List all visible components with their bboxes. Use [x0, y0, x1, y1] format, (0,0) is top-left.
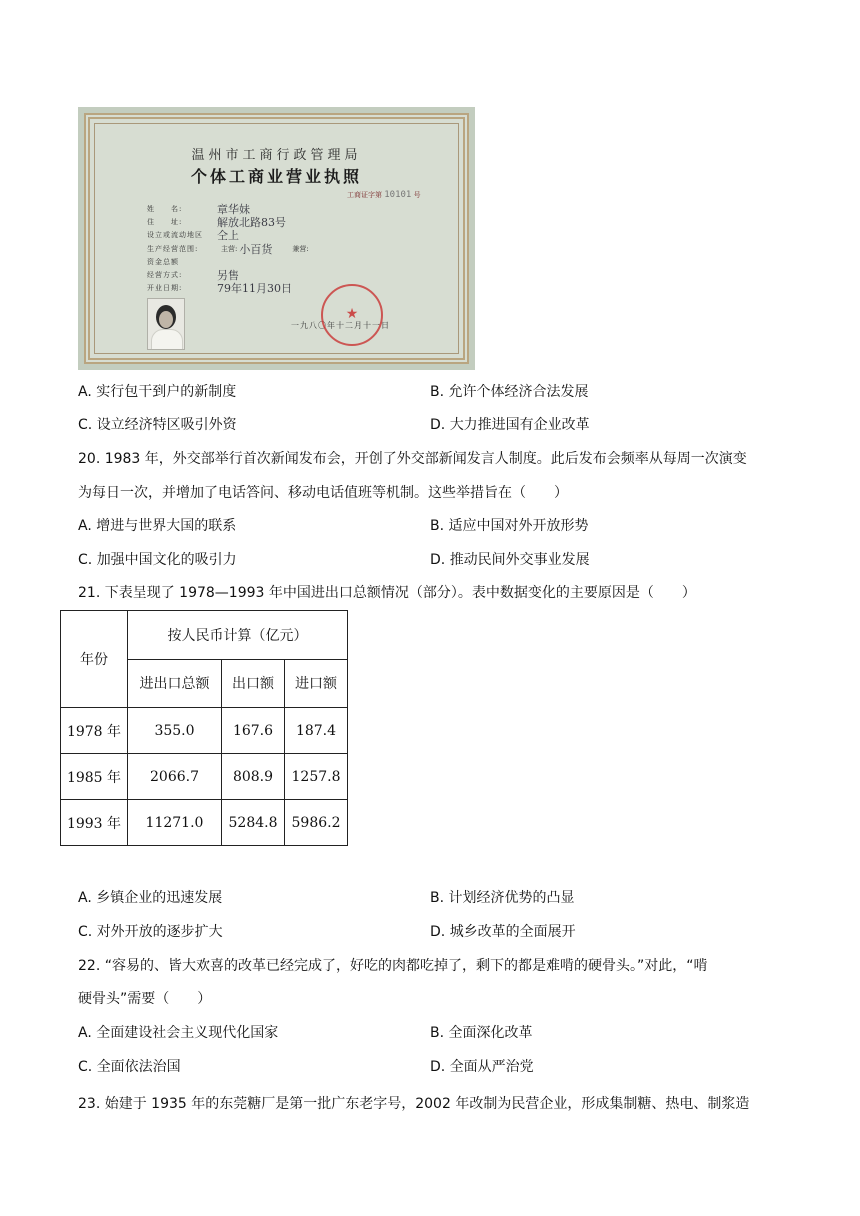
seal-star-icon: ★	[345, 306, 359, 322]
q22-option-d: D. 全面从严治党	[430, 1059, 534, 1075]
license-reg-number: 工商证字第 10101 号	[347, 190, 421, 200]
cell-export: 808.9	[222, 754, 285, 800]
business-license-image	[78, 107, 475, 370]
q19-option-c: C. 设立经济特区吸引外资	[78, 417, 237, 433]
cell-total: 355.0	[128, 708, 222, 754]
cell-import: 5986.2	[285, 800, 348, 846]
license-field: 开业日期: 79年11月30日	[147, 282, 292, 296]
portrait-photo	[147, 298, 185, 350]
license-issuer: 温州市工商行政管理局	[191, 148, 362, 163]
cell-export: 167.6	[222, 708, 285, 754]
cell-total: 2066.7	[128, 754, 222, 800]
q20-option-a: A. 增进与世界大国的联系	[78, 518, 237, 534]
license-field: 设立或流动地区 仝上	[147, 229, 239, 243]
q19-option-a: A. 实行包干到户的新制度	[78, 384, 237, 400]
table-row	[61, 800, 348, 846]
license-fields	[147, 202, 309, 295]
q20-option-d: D. 推动民间外交事业发展	[430, 552, 590, 568]
cell-total: 11271.0	[128, 800, 222, 846]
cell-year: 1978 年	[61, 708, 128, 754]
header-total: 进出口总额	[128, 659, 222, 708]
q20-stem-line2: 为每日一次，并增加了电话答问、移动电话值班等机制。这些举措旨在（ ）	[78, 485, 568, 501]
license-field: 资金总额	[147, 257, 179, 266]
q21-option-d: D. 城乡改革的全面展开	[430, 924, 576, 940]
header-export: 出口额	[222, 659, 285, 708]
license-border	[84, 113, 469, 364]
q23-stem-line1: 23. 始建于 1935 年的东莞糖厂是第一批广东老字号，2002 年改制为民营企业，形成集制糖、热电、制浆造	[78, 1096, 750, 1112]
license-field: 住 址: 解放北路83号	[147, 215, 286, 229]
q22-option-a: A. 全面建设社会主义现代化国家	[78, 1025, 279, 1041]
cell-year: 1993 年	[61, 800, 128, 846]
q22-stem-line2: 硬骨头”需要（ ）	[78, 991, 212, 1007]
q20-option-b: B. 适应中国对外开放形势	[430, 518, 589, 534]
cell-export: 5284.8	[222, 800, 285, 846]
q22-stem-line1: 22. “容易的、皆大欢喜的改革已经完成了，好吃的肉都吃掉了，剩下的都是难啃的硬骨头。”对此，“啃	[78, 958, 708, 974]
import-export-table	[60, 610, 348, 846]
q19-option-b: B. 允许个体经济合法发展	[430, 384, 589, 400]
q19-option-d: D. 大力推进国有企业改革	[430, 417, 590, 433]
cell-year: 1985 年	[61, 754, 128, 800]
q21-option-a: A. 乡镇企业的迅速发展	[78, 890, 223, 906]
header-group: 按人民币计算（亿元）	[128, 611, 348, 660]
official-seal	[321, 284, 383, 346]
license-issue-date: 一九八〇年十二月十一日	[291, 321, 390, 330]
q22-option-c: C. 全面依法治国	[78, 1059, 181, 1075]
license-field: 生产经营范围: 主营: 小百货 兼营:	[147, 242, 309, 256]
license-field: 经营方式: 另售	[147, 269, 239, 283]
q21-stem-line1: 21. 下表呈现了 1978—1993 年中国进出口总额情况（部分）。表中数据变化的主要原因是（ ）	[78, 585, 696, 601]
q20-stem-line1: 20. 1983 年，外交部举行首次新闻发布会，开创了外交部新闻发言人制度。此后发布会频率从每周一次演变	[78, 451, 747, 467]
q20-option-c: C. 加强中国文化的吸引力	[78, 552, 237, 568]
license-field: 姓 名: 章华妹	[147, 202, 250, 216]
cell-import: 1257.8	[285, 754, 348, 800]
table-header-row	[61, 611, 348, 660]
q21-option-c: C. 对外开放的逐步扩大	[78, 924, 223, 940]
cell-import: 187.4	[285, 708, 348, 754]
header-import: 进口额	[285, 659, 348, 708]
q22-option-b: B. 全面深化改革	[430, 1025, 533, 1041]
header-year: 年份	[61, 611, 128, 708]
table-row	[61, 754, 348, 800]
table-row	[61, 708, 348, 754]
q21-option-b: B. 计划经济优势的凸显	[430, 890, 575, 906]
license-title: 个体工商业营业执照	[190, 167, 362, 186]
